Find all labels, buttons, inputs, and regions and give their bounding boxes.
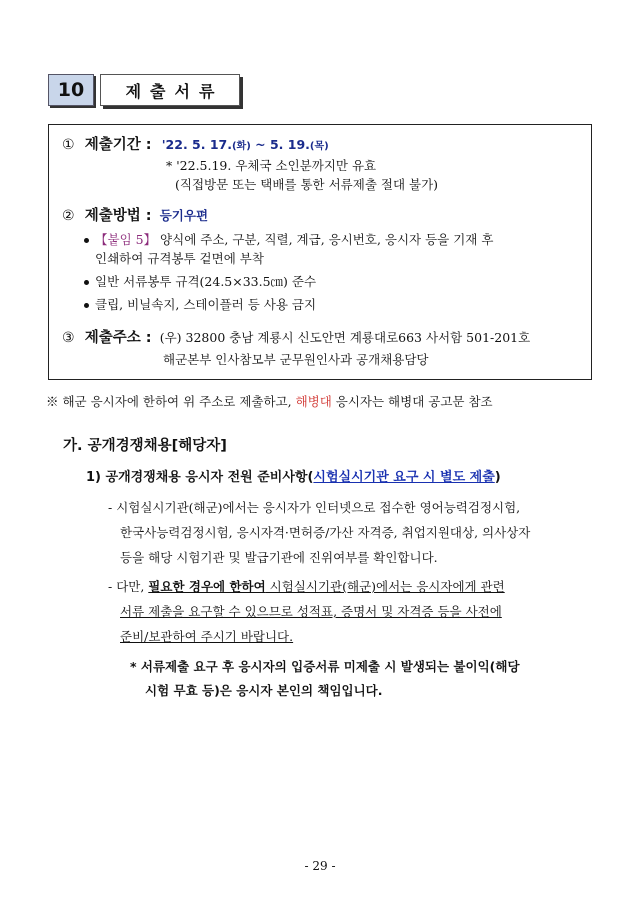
method-bullet-2 [84,274,316,290]
section-number-box [48,74,94,106]
attachment-tag: 【붙임 5】 [95,232,157,247]
bullet-2-text: 일반 서류봉투 규격(24.5×33.5㎝) 준수 [95,274,317,289]
method-value: 등기우편 [159,208,209,223]
deadline-day2: (목) [309,141,329,152]
warning-line-1 [130,659,520,675]
para-1-line-2: 한국사능력검정시험, 응시자격·면허증/가산 자격증, 취업지원대상, 의사상자 [120,525,531,540]
deadline-row [62,137,329,155]
para-2-line-2: 서류 제출을 요구할 수 있으므로 성적표, 증명서 및 자격증 등을 사전에 [120,604,502,619]
section-title-box [100,74,240,106]
section-title: 제출서류 [125,81,224,101]
bullet-dot [84,280,89,285]
method-row [62,208,208,225]
method-label: 제출방법 : [84,208,152,224]
notice-suffix: 응시자는 해병대 공고문 참조 [331,394,493,409]
deadline-note-2: (직접방문 또는 택배를 통한 서류제출 절대 불가) [175,177,439,192]
bullet-dot [84,238,89,243]
warning-line-2: 시험 무효 등)은 응시자 본인의 책임입니다. [145,683,383,698]
para-1-line-1: - 시험실시기관(해군)에서는 응시자가 인터넷으로 접수한 영어능력검정시험, [108,500,521,515]
page-number: - 29 - [304,859,336,873]
address-label: 제출주소 : [84,330,152,346]
subsection-title: 가. 공개경쟁채용[해당자] [63,438,227,454]
section-number: 10 [57,79,85,101]
para-2-line-1-rest: 시험실시기관(해군)에서는 응시자에게 관련 [265,579,505,594]
para-2-prefix: - 다만, [108,579,149,594]
address-marker: ③ [62,330,75,346]
para-2-emphasis: 필요한 경우에 한하여 [148,579,266,594]
marine-notice [46,394,493,410]
para-1-line-3: 등을 해당 시험기관 및 발급기관에 진위여부를 확인합니다. [120,550,438,565]
deadline-marker: ① [62,137,75,153]
address-line-2: 해군본부 인사참모부 군무원인사과 공개채용담당 [163,352,429,367]
address-line-1: (우) 32800 충남 계룡시 신도안면 계룡대로663 사서함 501-201호 [159,330,531,345]
item-1-title [86,470,501,486]
deadline-note-1: * '22.5.19. 우체국 소인분까지만 유효 [166,158,377,173]
warning-line-1-text: * 서류제출 요구 후 응시자의 입증서류 미제출 시 발생되는 불이익(해당 [130,659,520,674]
method-bullet-3 [84,297,316,313]
method-bullet-1-cont: 인쇄하여 규격봉투 겉면에 부착 [95,251,264,266]
bullet-dot [84,303,89,308]
para-2-line-1 [108,579,505,595]
item-1-title-highlight: 시험실시기관 요구 시 별도 제출 [313,470,495,485]
deadline-start: '22. 5. 17. [161,137,232,152]
item-1-title-pre: 1) 공개경쟁채용 응시자 전원 준비사항( [86,470,314,485]
notice-highlight: 해병대 [295,394,332,409]
notice-prefix: ※ 해군 응시자에 한하여 위 주소로 제출하고, [46,394,296,409]
para-2-line-3: 준비/보관하여 주시기 바랍니다. [120,629,294,644]
deadline-day1: (화) [231,141,251,152]
bullet-1-text: 양식에 주소, 구분, 직렬, 계급, 응시번호, 응시자 등을 기재 후 [156,232,494,247]
address-row [62,330,530,347]
method-marker: ② [62,208,75,224]
method-bullet-1 [84,232,493,248]
deadline-label: 제출기간 : [84,137,152,153]
deadline-end: ~ 5. 19. [250,137,310,152]
bullet-3-text: 클립, 비닐속지, 스테이플러 등 사용 금지 [95,297,317,312]
item-1-title-post: ) [494,470,501,485]
